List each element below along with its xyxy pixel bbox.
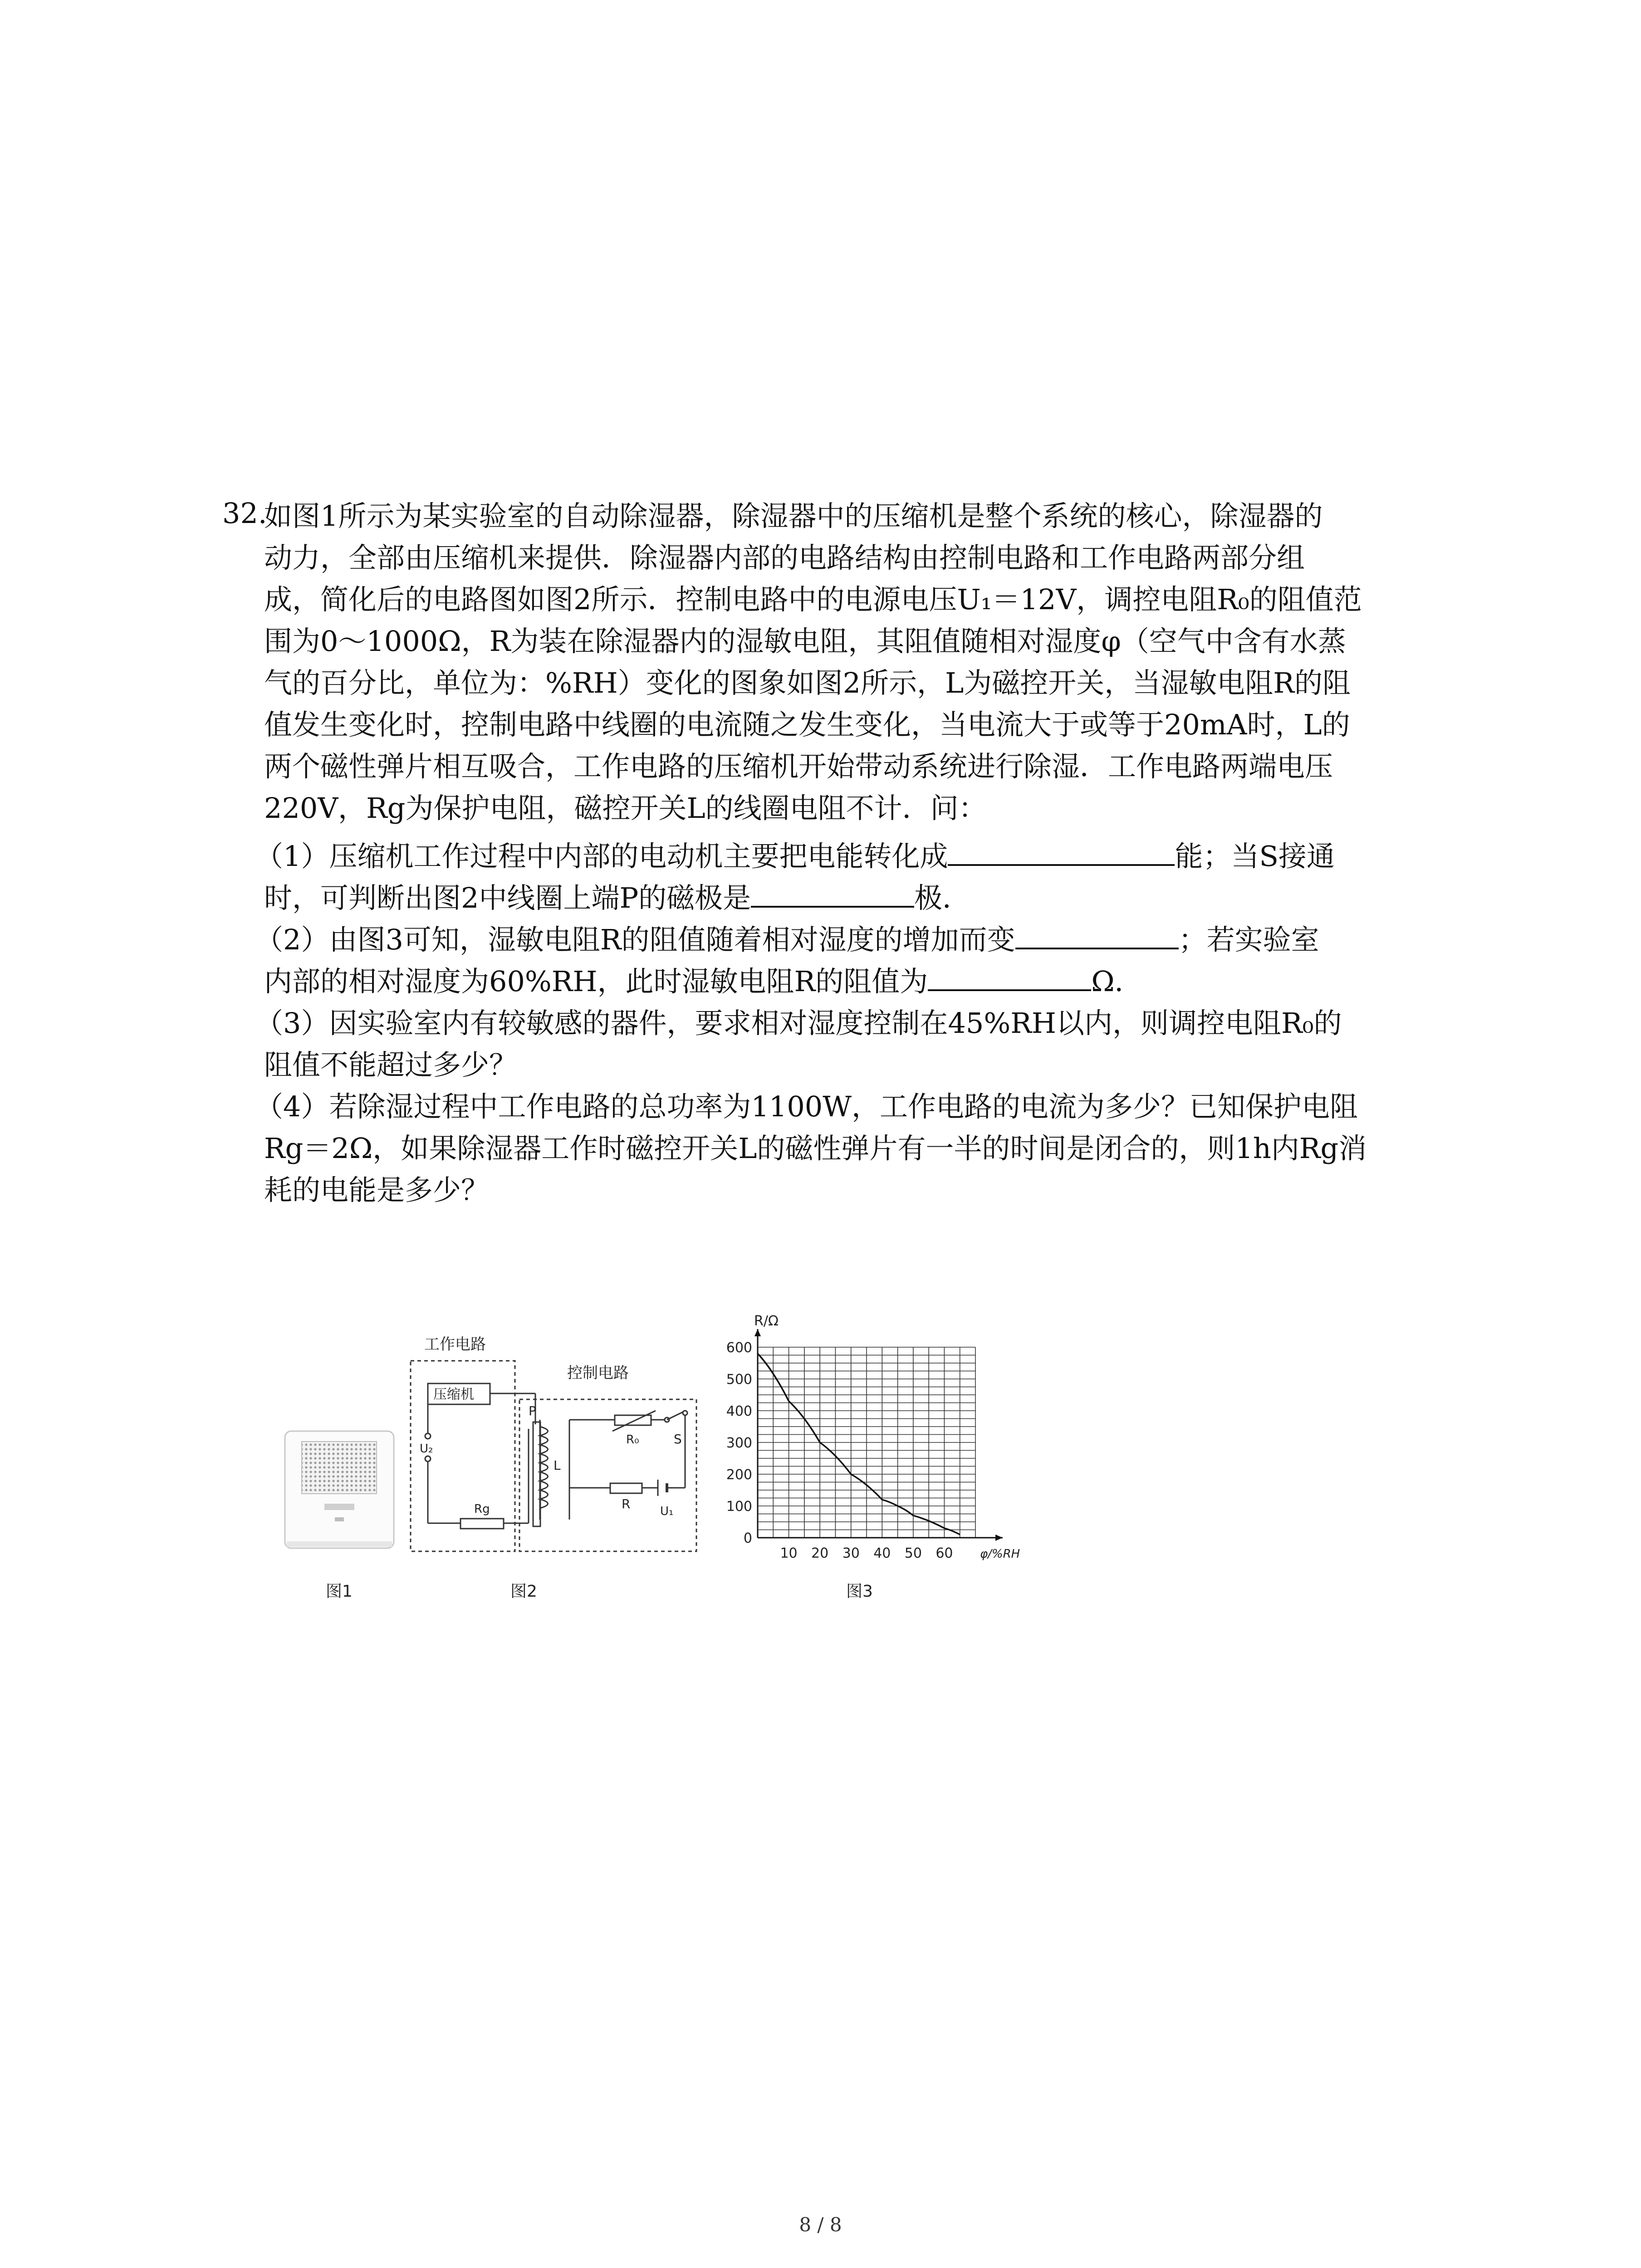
y-tick-label: 300 bbox=[726, 1435, 752, 1451]
stem-line-8: 220V，Rg为保护电阻，磁控开关L的线圈电阻不计．问： bbox=[264, 792, 987, 825]
figure-3-caption: 图3 bbox=[846, 1582, 873, 1601]
r-label: R bbox=[622, 1496, 631, 1511]
sub2-text-c: 内部的相对湿度为60%RH，此时湿敏电阻R的阻值为 bbox=[264, 965, 928, 998]
rg-label: Rg bbox=[474, 1502, 490, 1516]
sub-question-1-cont bbox=[264, 879, 970, 918]
stem-line-6: 值发生变化时，控制电路中线圈的电流随之发生变化，当电流大于或等于20mA时，L的 bbox=[264, 708, 1350, 741]
y-axis-label: R/Ω bbox=[754, 1313, 779, 1329]
control-circuit-label: 控制电路 bbox=[567, 1364, 629, 1382]
sub1-text-a: （1）压缩机工作过程中内部的电动机主要把电能转化成 bbox=[255, 840, 948, 873]
answer-blank-2[interactable] bbox=[751, 880, 914, 908]
compressor-label: 压缩机 bbox=[433, 1387, 474, 1403]
stem-line-7: 两个磁性弹片相互吸合，工作电路的压缩机开始带动系统进行除湿．工作电路两端电压 bbox=[264, 750, 1333, 783]
work-circuit-label: 工作电路 bbox=[424, 1335, 486, 1354]
figure-1-caption: 图1 bbox=[326, 1582, 353, 1601]
figures bbox=[281, 1313, 1098, 1606]
sub1-text-c: 时，可判断出图2中线圈上端P的磁极是 bbox=[264, 881, 751, 914]
figure-3-resistance-chart bbox=[726, 1302, 1043, 1574]
answer-blank-1[interactable] bbox=[948, 839, 1175, 866]
sub2-text-d: Ω． bbox=[1091, 965, 1143, 998]
stem-line-5: 气的百分比，单位为：%RH）变化的图象如图2所示，L为磁控开关，当湿敏电阻R的阻 bbox=[264, 666, 1351, 699]
x-axis-arrow bbox=[995, 1535, 1003, 1541]
x-tick-label: 30 bbox=[842, 1545, 860, 1561]
sub1-text-b: 能；当S接通 bbox=[1175, 840, 1335, 873]
y-axis-arrow bbox=[754, 1329, 761, 1336]
stem-line-3: 成，简化后的电路图如图2所示．控制电路中的电源电压U₁＝12V，调控电阻R₀的阻值范 bbox=[264, 583, 1362, 616]
sub2-text-b: ；若实验室 bbox=[1178, 923, 1319, 956]
stem-line-1: 如图1所示为某实验室的自动除湿器，除湿器中的压缩机是整个系统的核心，除湿器的 bbox=[264, 499, 1323, 533]
sub1-text-d: 极． bbox=[914, 881, 971, 914]
r0-label: R₀ bbox=[626, 1433, 639, 1447]
sub-question-4-cont2: 耗的电能是多少？ bbox=[264, 1173, 490, 1207]
sub-question-2 bbox=[255, 920, 1319, 959]
stem-line-2: 动力，全部由压缩机来提供．除湿器内部的电路结构由控制电路和工作电路两部分组 bbox=[264, 541, 1305, 574]
x-tick-label: 20 bbox=[811, 1545, 829, 1561]
u1-label: U₁ bbox=[660, 1505, 674, 1518]
x-axis-label: φ/%RH bbox=[980, 1547, 1020, 1561]
figure-2-caption: 图2 bbox=[510, 1582, 537, 1601]
sub-question-4-cont: Rg＝2Ω，如果除湿器工作时磁控开关L的磁性弹片有一半的时间是闭合的，则1h内Rg消 bbox=[264, 1132, 1367, 1165]
u2-label: U₂ bbox=[420, 1442, 433, 1456]
sub-question-3-cont: 阻值不能超过多少？ bbox=[264, 1048, 518, 1081]
x-tick-label: 50 bbox=[904, 1545, 922, 1561]
sub2-text-a: （2）由图3可知，湿敏电阻R的阻值随着相对湿度的增加而变 bbox=[255, 923, 1015, 956]
sub-question-2-cont bbox=[264, 962, 1143, 1001]
l-label: L bbox=[554, 1458, 561, 1473]
question-number: 32. bbox=[222, 497, 267, 530]
x-tick-label: 10 bbox=[780, 1545, 798, 1561]
stem-line-4: 围为0～1000Ω，R为装在除湿器内的湿敏电阻，其阻值随相对湿度φ（空气中含有水蒸 bbox=[264, 625, 1346, 658]
y-tick-label: 500 bbox=[726, 1372, 752, 1388]
p-label: P bbox=[529, 1403, 536, 1418]
answer-blank-4[interactable] bbox=[928, 964, 1091, 991]
x-tick-label: 40 bbox=[873, 1545, 891, 1561]
y-tick-label: 0 bbox=[743, 1530, 752, 1546]
x-tick-label: 60 bbox=[936, 1545, 953, 1561]
y-tick-label: 600 bbox=[726, 1340, 752, 1356]
sub-question-4: （4）若除湿过程中工作电路的总功率为1100W，工作电路的电流为多少？已知保护电阻 bbox=[255, 1090, 1358, 1123]
y-tick-label: 400 bbox=[726, 1403, 752, 1419]
figure-1-dehumidifier bbox=[281, 1429, 399, 1551]
figure-2-circuit-diagram bbox=[406, 1325, 701, 1560]
data-curve bbox=[758, 1354, 960, 1535]
y-tick-label: 100 bbox=[726, 1499, 752, 1515]
sub-question-3: （3）因实验室内有较敏感的器件，要求相对湿度控制在45%RH以内，则调控电阻R₀的 bbox=[255, 1007, 1342, 1040]
y-tick-label: 200 bbox=[726, 1467, 752, 1483]
sub-question-1 bbox=[255, 837, 1335, 876]
s-label: S bbox=[674, 1432, 682, 1447]
page-number: 8 / 8 bbox=[799, 2214, 842, 2236]
answer-blank-3[interactable] bbox=[1015, 922, 1179, 949]
